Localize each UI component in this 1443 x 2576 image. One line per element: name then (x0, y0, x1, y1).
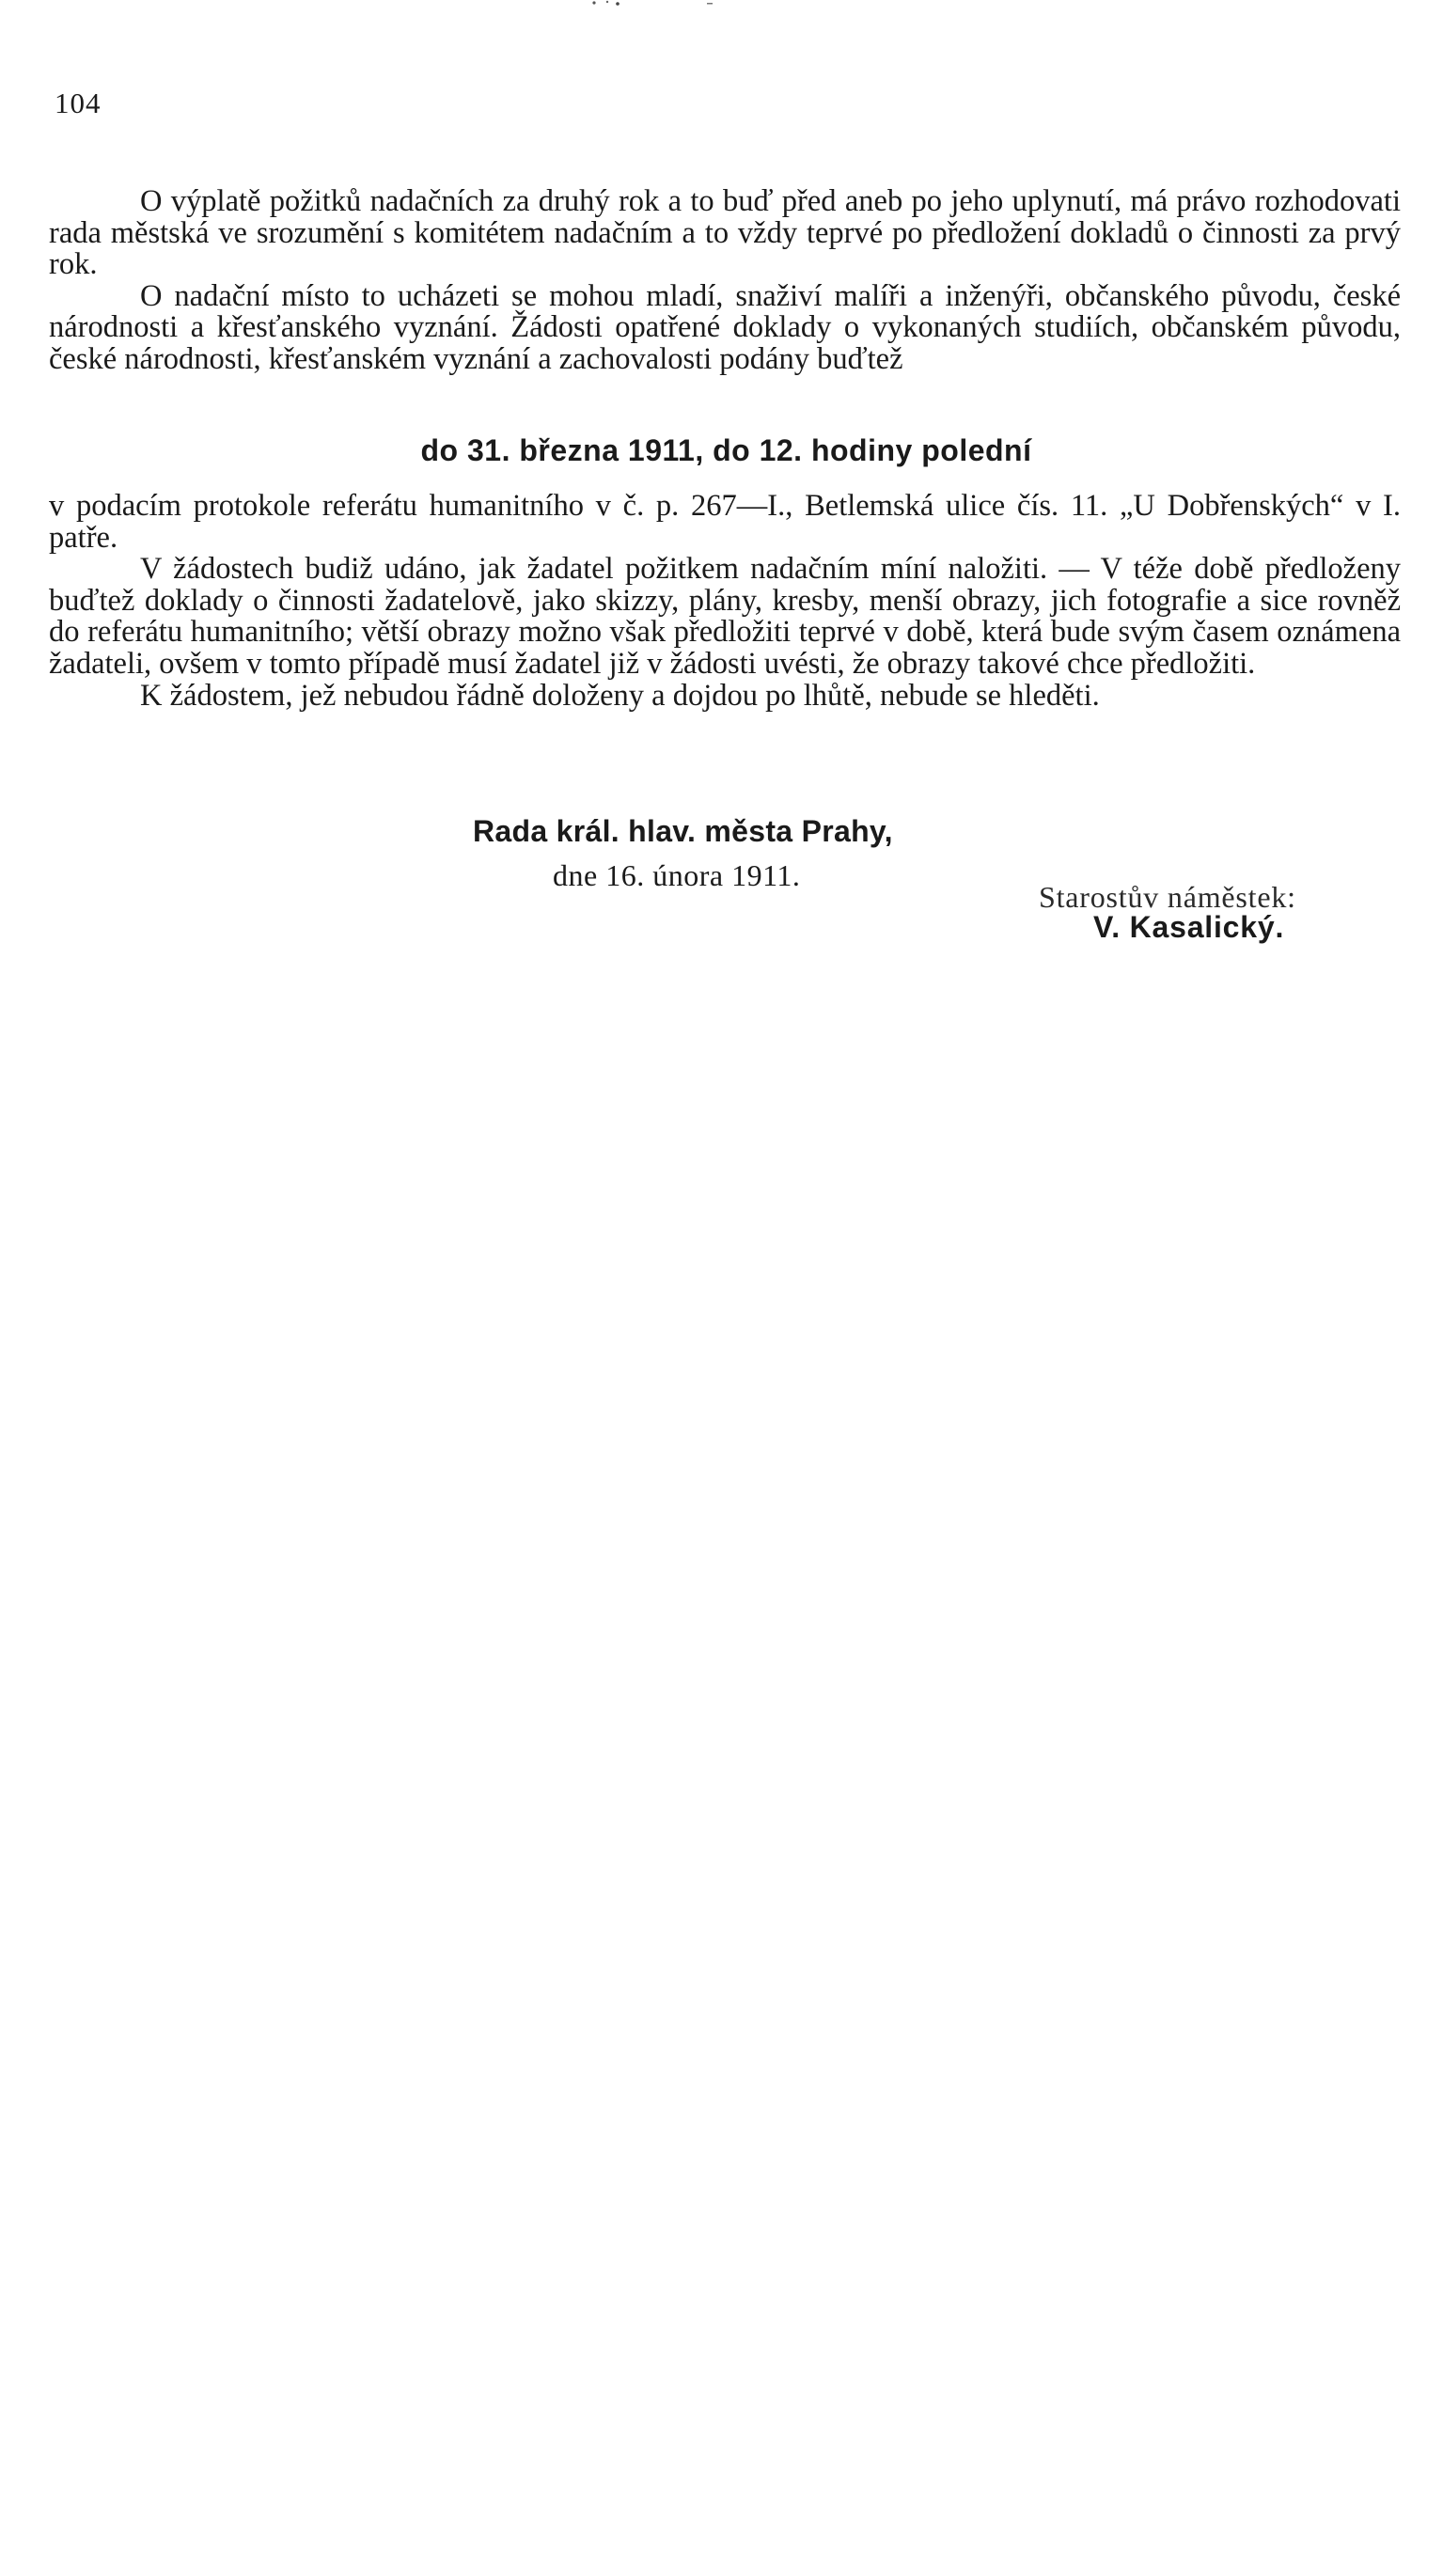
page-number: 104 (55, 86, 102, 119)
paragraph-late-applications: K žádostem, jež nebudou řádně doloženy a dojdou po lhůtě, nebude se hleděti. (140, 678, 1100, 713)
issue-date: dne 16. února 1911. (553, 858, 801, 892)
paragraphs-after-deadline (49, 491, 1401, 712)
deputy-mayor-title: Starostův náměstek: (1039, 880, 1296, 914)
paragraph-application-details: V žádostech budiž udáno, jak žadatel požitkem nadačním míní naložiti. — V téže době předloženy buďtež doklady o činnosti žadatelově, jako skizzy, plány, kresby, menší obrazy, jich fotografie a sice rovněž do referátu humanitního; větší obrazy možno však předložiti teprvé v době, která bude svým časem oznámena žadateli, ovšem v tomto případě musí žadatel již v žádosti uvésti, že obrazy takové chce předložiti. (49, 552, 1401, 681)
paragraph-eligibility: O nadační místo to ucházeti se mohou mladí, snaživí malíři a inženýři, občanského původu, české národnosti a křesťanského vyznání. Žádosti opatřené doklady o vykonaných studiích, občanském původu, české národnosti, křesťanském vyznání a zachovalosti podány buďtež (49, 278, 1401, 376)
paragraphs-before-deadline (49, 186, 1401, 376)
issuing-council: Rada král. hlav. města Prahy, (473, 814, 893, 848)
deputy-mayor-name: V. Kasalický. (1093, 910, 1285, 944)
paragraph-payout-rules: O výplatě požitků nadačních za druhý rok a to buď před aneb po jeho uplynutí, má právo rozhodovati rada městská ve srozumění s komitétem nadačním a to vždy teprvé po předložení dokladů o činnosti za prvý rok. (49, 184, 1401, 282)
print-specks (573, 0, 724, 9)
deadline-heading: do 31. března 1911, do 12. hodiny polední (420, 433, 1032, 467)
paragraph-submission-office: v podacím protokole referátu humanitního v č. p. 267—I., Betlemská ulice čís. 11. „U Dobřenských“ v I. patře. (49, 489, 1401, 555)
